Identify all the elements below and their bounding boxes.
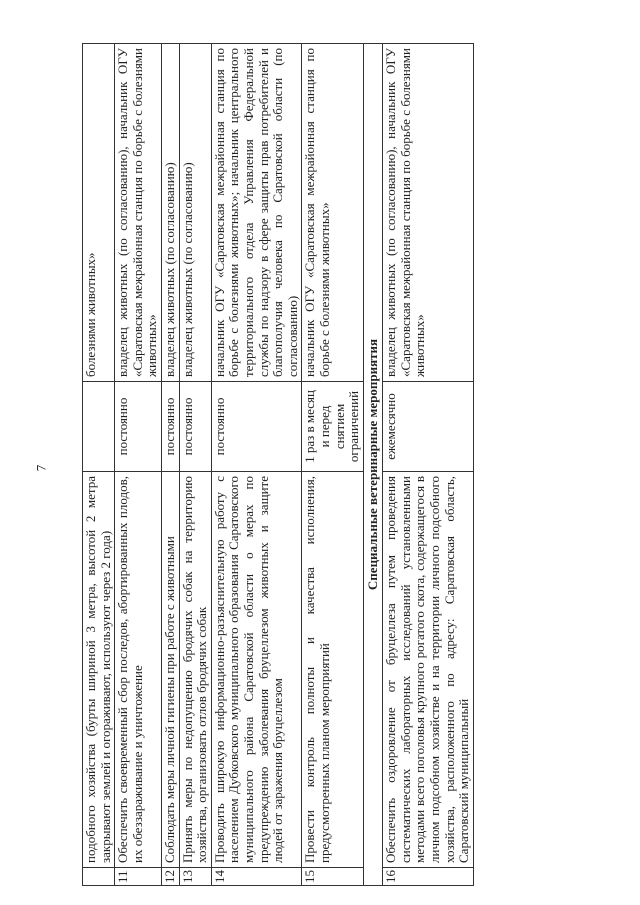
row-period: постоянно [161,382,179,472]
row-action: подобного хозяйства (бурты шириной 3 метра, высотой 2 метра закрывают землей и огораживают, используют через 2 года) [83,472,115,868]
table-row [383,44,474,886]
row-responsible: владелец животных (по согласованию) [179,44,211,382]
table-row [115,44,162,886]
row-action: Принять меры по недопущению бродячих собак на территорию хозяйства, организовать отлов бродячих собак [179,472,211,868]
row-period: постоянно [211,382,302,472]
row-number: 12 [161,868,179,886]
measures-table [82,43,474,886]
row-responsible: владелец животных (по согласованию), начальник ОГУ «Саратовская межрайонная станция по борьбе с болезнями животных» [115,44,162,382]
row-number: 15 [302,868,363,886]
row-number: 11 [115,868,162,886]
section-title: Специальные ветеринарные мероприятия [363,44,383,886]
table-row [211,44,302,886]
row-action: Провести контроль полноты и качества исполнения, предусмотренных планом мероприятий [302,472,363,868]
page-number: 7 [33,464,49,472]
row-number [83,868,115,886]
row-period: постоянно [179,382,211,472]
row-period: постоянно [115,382,162,472]
table-row [83,44,115,886]
row-period: ежемесячно [383,382,474,472]
row-responsible: владелец животных (по согласованию) [161,44,179,382]
row-number: 14 [211,868,302,886]
row-action: Обеспечить своевременный сбор последов, абортированных плодов, их обеззараживание и уничтожение [115,472,162,868]
row-action: Проводить широкую информационно-разъяснительную работу с населением Дубковского муниципального образования Саратовского муниципального района Саратовской области о мерах по предупреждению заболевания бруцеллезом животных и защите людей от заражения бруцеллезом [211,472,302,868]
section-row [363,44,383,886]
row-responsible: начальник ОГУ «Саратовская межрайонная станция по борьбе с болезнями животных»; начальник центрального территориального отдела Управления Федеральной службы по надзору в сфере защиты прав потребителей и благополучия человека по Саратовской области (по согласованию) [211,44,302,382]
row-responsible: владелец животных (по согласованию), начальник ОГУ «Саратовская межрайонная станция по борьбе с болезнями животных» [383,44,474,382]
table-row [302,44,363,886]
table-row [161,44,179,886]
row-number: 16 [383,868,474,886]
row-action: Соблюдать меры личной гигиены при работе с животными [161,472,179,868]
row-period [83,382,115,472]
row-responsible: болезнями животных» [83,44,115,382]
row-action: Обеспечить оздоровление от бруцеллеза путем проведения систематических лабораторных исследований установленными методами всего поголовья крупного рогатого скота, содержащегося в личном подсобном хозяйстве и на территории личного подсобного хозяйства, расположенного по адресу: Саратовская область, Саратовский муниципальный [383,472,474,868]
rotated-table-container [82,44,587,886]
table-row [179,44,211,886]
row-period: 1 раз в месяц и перед снятием ограничений [302,382,363,472]
row-responsible: начальник ОГУ «Саратовская межрайонная станция по борьбе с болезнями животных» [302,44,363,382]
row-number: 13 [179,868,211,886]
